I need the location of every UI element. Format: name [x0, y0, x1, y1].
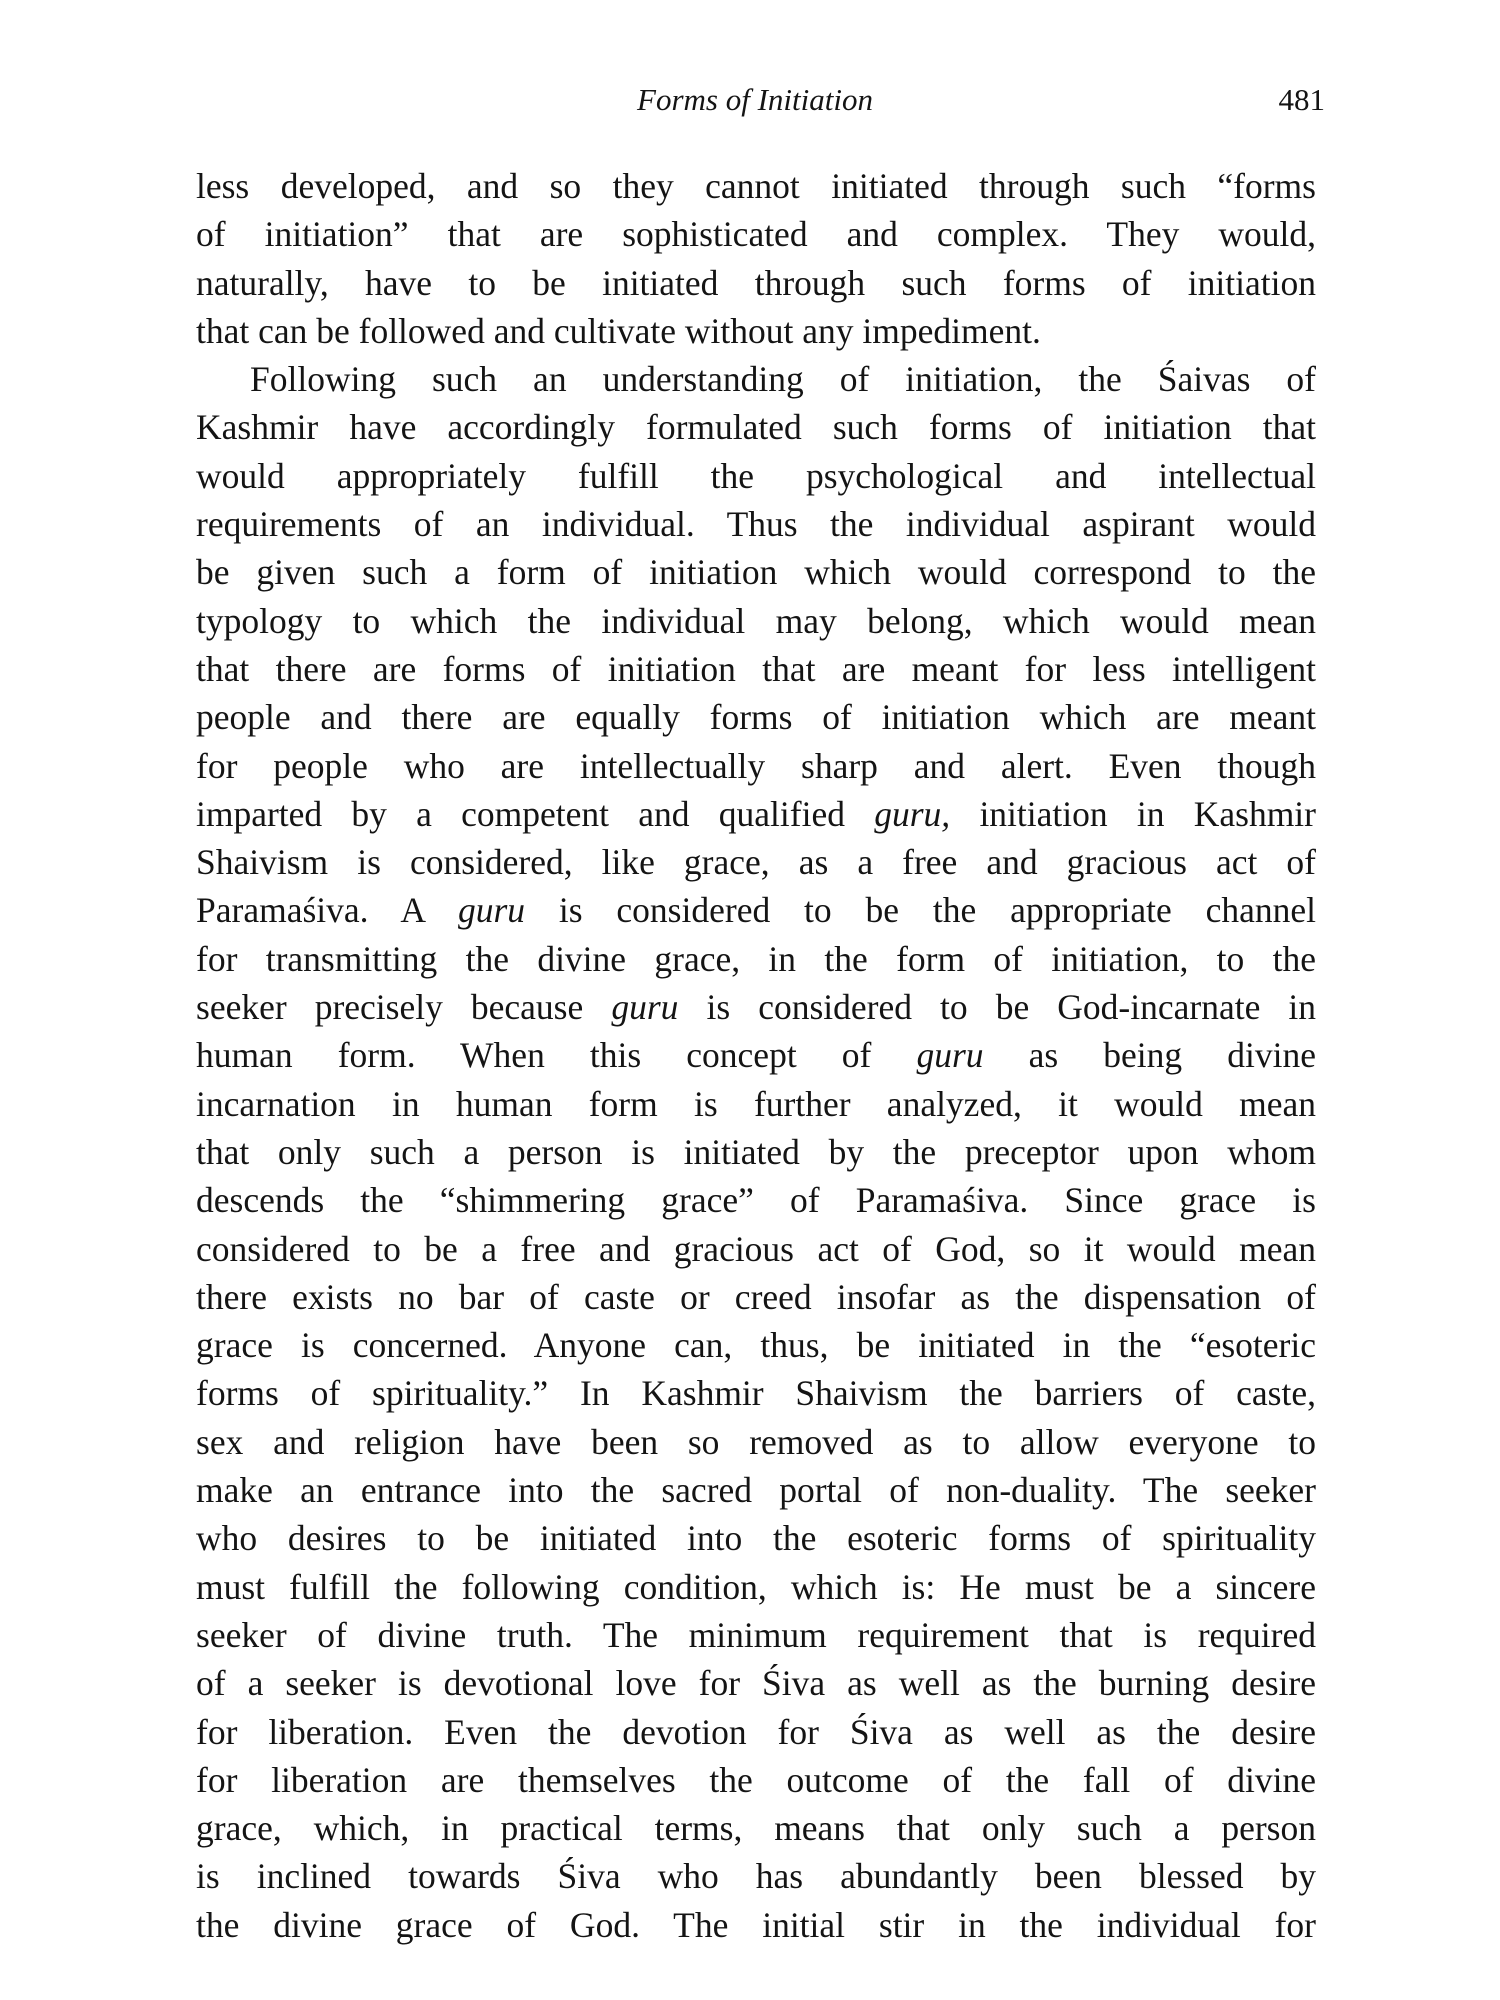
- text-line: [196, 1321, 1316, 1369]
- text-run: Shaivism is considered, like grace, as a free and gracious act of: [196, 842, 1316, 883]
- text-line: [196, 742, 1316, 790]
- text-line: [196, 1273, 1316, 1321]
- text-run: Following such an understanding of initiation, the Śaivas of: [250, 359, 1316, 400]
- text-line: [196, 307, 1316, 355]
- text-run: grace, which, in practical terms, means that only such a person: [196, 1808, 1316, 1849]
- text-run: less developed, and so they cannot initiated through such “forms: [196, 166, 1316, 206]
- text-run: that only such a person is initiated by the preceptor upon whom: [196, 1131, 1316, 1172]
- text-run: requirements of an individual. Thus the individual aspirant would: [196, 504, 1316, 545]
- text-line: [196, 1852, 1316, 1900]
- text-run: that can be followed and cultivate without any impediment.: [196, 310, 1041, 351]
- text-line: [196, 1418, 1316, 1466]
- text-run: there exists no bar of caste or creed insofar as the dispensation of: [196, 1276, 1316, 1317]
- text-line: [196, 1369, 1316, 1417]
- text-run: is inclined towards Śiva who has abundantly been blessed by: [196, 1856, 1316, 1897]
- text-line: [196, 935, 1316, 983]
- running-head: [195, 82, 1325, 132]
- italic-term: guru: [611, 987, 679, 1028]
- text-line: [196, 1563, 1316, 1611]
- text-line: [196, 1659, 1316, 1707]
- text-line: [196, 1466, 1316, 1514]
- text-run: for liberation are themselves the outcome of the fall of divine: [196, 1759, 1316, 1800]
- text-run: people and there are equally forms of initiation which are meant: [196, 697, 1316, 738]
- text-line: [196, 210, 1316, 258]
- text-line: [196, 1176, 1316, 1224]
- text-run: imparted by a competent and qualified: [196, 793, 875, 834]
- text-run: seeker precisely because: [196, 987, 612, 1028]
- page-number: 481: [1278, 82, 1325, 117]
- text-line: [196, 886, 1316, 934]
- text-run: grace is concerned. Anyone can, thus, be initiated in the “esoteric: [196, 1325, 1316, 1366]
- text-run: is considered to be God-incarnate in: [678, 987, 1316, 1028]
- text-run: Kashmir have accordingly formulated such forms of initiation that: [196, 407, 1316, 448]
- text-run: incarnation in human form is further analyzed, it would mean: [196, 1083, 1316, 1124]
- text-line: [196, 259, 1316, 307]
- text-line: [196, 790, 1316, 838]
- italic-term: guru: [916, 1035, 984, 1076]
- text-line: [196, 500, 1316, 548]
- text-line: [196, 1756, 1316, 1804]
- text-line: [196, 162, 1316, 210]
- text-run: of a seeker is devotional love for Śiva as well as the burning desire: [196, 1663, 1316, 1704]
- text-line: [196, 1225, 1316, 1273]
- text-line: [196, 1901, 1316, 1949]
- body-text: [196, 162, 1316, 1949]
- text-run: human form. When this concept of: [196, 1035, 917, 1076]
- text-run: that there are forms of initiation that are meant for less intelligent: [196, 648, 1316, 689]
- text-run: the divine grace of God. The initial stir in the individual for: [196, 1904, 1316, 1945]
- italic-term: guru: [457, 890, 526, 931]
- text-line: [196, 693, 1316, 741]
- text-line: [196, 838, 1316, 886]
- text-line: [196, 1080, 1316, 1128]
- text-line: [196, 1031, 1316, 1079]
- text-line: [196, 403, 1316, 451]
- text-line: [196, 1128, 1316, 1176]
- text-run: for liberation. Even the devotion for Śiva as well as the desire: [196, 1711, 1316, 1752]
- text-line: [196, 645, 1316, 693]
- text-line: [196, 355, 1316, 403]
- italic-term: guru,: [874, 793, 951, 834]
- text-run: of initiation” that are sophisticated and complex. They would,: [196, 214, 1316, 255]
- text-run: make an entrance into the sacred portal of non-duality. The seeker: [196, 1470, 1316, 1511]
- text-run: initiation in Kashmir: [950, 793, 1316, 834]
- text-run: for people who are intellectually sharp and alert. Even though: [196, 745, 1316, 786]
- text-run: is considered to be the appropriate channel: [525, 890, 1316, 931]
- text-line: [196, 452, 1316, 500]
- text-line: [196, 1514, 1316, 1562]
- text-run: be given such a form of initiation which would correspond to the: [196, 552, 1316, 593]
- text-line: [196, 597, 1316, 645]
- text-run: forms of spirituality.” In Kashmir Shaivism the barriers of caste,: [196, 1373, 1316, 1414]
- text-line: [196, 1804, 1316, 1852]
- text-line: [196, 1708, 1316, 1756]
- text-run: must fulfill the following condition, which is: He must be a sincere: [196, 1566, 1316, 1607]
- text-run: naturally, have to be initiated through such forms of initiation: [196, 262, 1316, 303]
- text-line: [196, 1611, 1316, 1659]
- text-run: typology to which the individual may belong, which would mean: [196, 600, 1316, 641]
- text-line: [196, 548, 1316, 596]
- text-run: for transmitting the divine grace, in the form of initiation, to the: [196, 938, 1316, 979]
- text-run: considered to be a free and gracious act of God, so it would mean: [196, 1228, 1316, 1269]
- text-run: sex and religion have been so removed as to allow everyone to: [196, 1421, 1316, 1462]
- text-line: [196, 983, 1316, 1031]
- text-run: descends the “shimmering grace” of Paramaśiva. Since grace is: [196, 1180, 1316, 1221]
- text-run: as being divine: [983, 1035, 1316, 1076]
- text-run: who desires to be initiated into the esoteric forms of spirituality: [196, 1518, 1316, 1559]
- text-run: Paramaśiva. A: [196, 890, 458, 931]
- running-title: Forms of Initiation: [637, 82, 873, 117]
- text-run: seeker of divine truth. The minimum requirement that is required: [196, 1614, 1316, 1655]
- text-run: would appropriately fulfill the psychological and intellectual: [196, 455, 1316, 496]
